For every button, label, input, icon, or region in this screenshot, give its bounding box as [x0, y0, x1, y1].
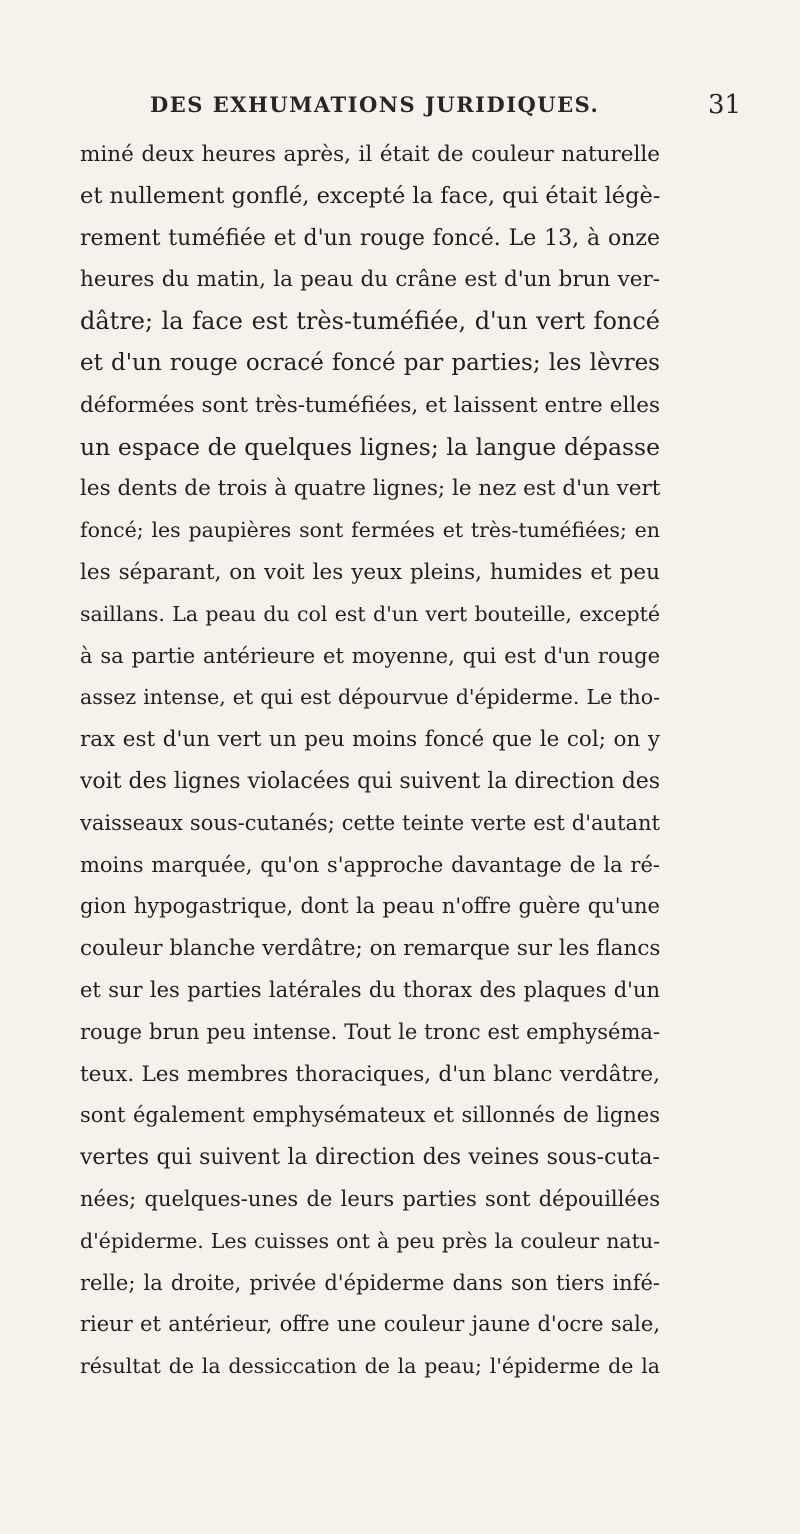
text-line: couleur blanche verdâtre; on remarque sur les flancs — [80, 936, 660, 962]
text-line: saillans. La peau du col est d'un vert bouteille, excepté — [80, 601, 660, 626]
text-line: moins marquée, qu'on s'approche davantage de la ré- — [80, 852, 660, 877]
text-line: rouge brun peu intense. Tout le tronc est emphyséma- — [80, 1019, 660, 1044]
text-line: foncé; les paupières sont fermées et très-tuméfiées; en — [80, 518, 660, 543]
text-line: heures du matin, la peau du crâne est d'un brun ver- — [80, 267, 660, 293]
text-line: voit des lignes violacées qui suivent la direction des — [80, 768, 660, 794]
text-line: miné deux heures après, il était de couleur naturelle — [80, 142, 660, 167]
text-line: et d'un rouge ocracé foncé par parties; les lèvres — [80, 349, 660, 376]
text-line: vertes qui suivent la direction des veines sous-cuta- — [80, 1145, 660, 1171]
text-line: relle; la droite, privée d'épiderme dans son tiers infé- — [80, 1270, 660, 1295]
text-line: déformées sont très-tuméfiées, et laissent entre elles — [80, 392, 660, 418]
text-line: nées; quelques-unes de leurs parties sont dépouillées — [80, 1186, 660, 1211]
text-line: et sur les parties latérales du thorax des plaques d'un — [80, 977, 660, 1002]
text-line: teux. Les membres thoraciques, d'un blanc verdâtre, — [80, 1061, 660, 1087]
text-line: rax est d'un vert un peu moins foncé que le col; on y — [80, 727, 660, 753]
text-line: et nullement gonflé, excepté la face, qui était légè- — [80, 182, 660, 209]
text-line: rieur et antérieur, offre une couleur jaune d'ocre sale, — [80, 1312, 660, 1337]
text-line: les dents de trois à quatre lignes; le nez est d'un vert — [80, 476, 660, 502]
text-line: assez intense, et qui est dépourvue d'épiderme. Le tho- — [80, 685, 660, 710]
text-line: dâtre; la face est très-tuméfiée, d'un vert foncé — [80, 307, 660, 336]
running-head: DES EXHUMATIONS JURIDIQUES. — [150, 92, 600, 117]
body-text — [80, 134, 660, 1388]
text-line: d'épiderme. Les cuisses ont à peu près la couleur natu- — [80, 1228, 660, 1253]
text-line: résultat de la dessiccation de la peau; l'épiderme de la — [80, 1354, 660, 1379]
text-line: sont également emphysémateux et sillonnés de lignes — [80, 1103, 660, 1128]
page-number: 31 — [708, 90, 742, 120]
text-line: à sa partie antérieure et moyenne, qui est d'un rouge — [80, 643, 660, 668]
text-line: vaisseaux sous-cutanés; cette teinte verte est d'autant — [80, 810, 660, 835]
page-header — [0, 92, 800, 132]
text-line: gion hypogastrique, dont la peau n'offre guère qu'une — [80, 894, 660, 919]
text-line: un espace de quelques lignes; la langue dépasse — [80, 432, 660, 461]
text-line: rement tuméfiée et d'un rouge foncé. Le 13, à onze — [80, 225, 660, 251]
text-line: les séparant, on voit les yeux pleins, humides et peu — [80, 559, 660, 585]
